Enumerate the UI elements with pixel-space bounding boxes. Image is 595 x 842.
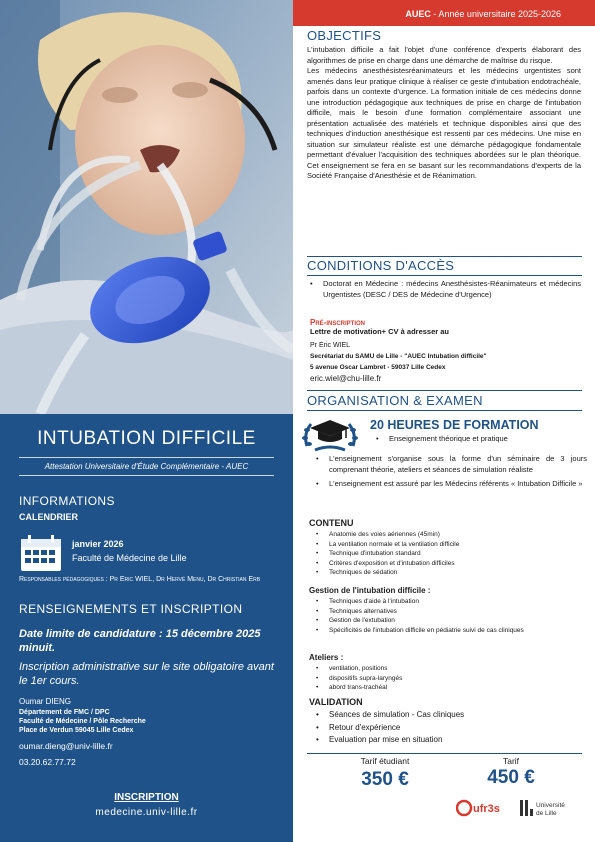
contact-faculty: Faculté de Médecine / Pôle Recherche [19, 718, 146, 725]
course-title: INTUBATION DIFFICILE [37, 428, 256, 449]
info-heading: INFORMATIONS [19, 494, 115, 508]
gestion-item: • Techniques d'aide à l'intubation [313, 597, 585, 607]
contenu-item: • La ventilation normale et la ventilation difficile [313, 540, 585, 550]
contact-phone: 03.20.62.77.72 [19, 757, 76, 767]
responsables-pedagogiques: Responsables pédagogiques : Pr Eric WIEL, Dr Hervé Menu, Dr Christian Erb [19, 576, 261, 583]
hours-sub-list [373, 434, 508, 443]
validation-item: • Séances de simulation - Cas cliniques [313, 709, 585, 722]
acces-email-link[interactable]: eric.wiel@chu-lille.fr [310, 374, 382, 383]
validation-item: • Evaluation par mise en situation [313, 734, 585, 747]
pr-name: Pr Eric WIEL [310, 342, 351, 349]
contact-dept: Département de FMC / DPC [19, 709, 110, 716]
hours-sub: • Enseignement théorique et pratique [373, 434, 508, 443]
objectifs-text [307, 45, 581, 182]
contenu-item: • Critères d'exposition et d'intubation difficiles [313, 559, 585, 569]
acces-title: CONDITIONS D'ACCÈS [307, 258, 455, 273]
contenu-item: • Anatomie des voies aériennes (45min) [313, 530, 585, 540]
organisation-title: ORGANISATION & EXAMEN [307, 393, 483, 408]
contenu-title: CONTENU [309, 518, 354, 528]
contenu-item: • Techniques de sédation [313, 568, 585, 578]
acces-list [307, 279, 581, 300]
ateliers-item: • abord trans-trachéal [313, 683, 585, 693]
ateliers-title: Ateliers : [309, 653, 344, 662]
divider [307, 410, 582, 411]
contenu-list [313, 530, 585, 578]
ateliers-item: • ventilation, positions [313, 664, 585, 674]
adresse-text: 5 avenue Oscar Lambret - 59037 Lille Cedex [310, 364, 446, 371]
simulation-photo [0, 0, 293, 414]
gestion-list [313, 597, 585, 635]
lettre-text: Lettre de motivation+ CV à adresser au [310, 327, 450, 336]
tarif-etudiant-price: 350 € [361, 769, 409, 790]
contact-address: Place de Verdun 59045 Lille Cedex [19, 727, 134, 734]
gestion-item: • Techniques alternatives [313, 607, 585, 617]
ateliers-list [313, 664, 585, 693]
validation-list [313, 709, 585, 747]
contenu-item: • Technique d'intubation standard [313, 549, 585, 559]
inscription-heading: INSCRIPTION [114, 792, 179, 803]
universite-lille-logo-text: Université [536, 802, 565, 809]
ateliers-item: • dispositifs supra-laryngés [313, 674, 585, 684]
right-column [293, 0, 595, 842]
ufr3s-logo-text: ufr3s [473, 803, 500, 815]
course-place: Faculté de Médecine de Lille [72, 553, 187, 563]
divider [19, 475, 274, 476]
divider [307, 390, 582, 391]
course-subtitle: Attestation Universitaire d'Étude Complémentaire - AUEC [44, 462, 249, 471]
universite-lille-logo-text: de Lille [536, 810, 557, 817]
deadline-text: Date limite de candidature : 15 décembre 2025 minuit. [19, 628, 261, 654]
left-info-panel [0, 414, 293, 842]
contact-name: Oumar DIENG [19, 697, 72, 706]
tarif-price: 450 € [487, 767, 535, 788]
divider [307, 753, 582, 754]
tarif-etudiant-label: Tarif étudiant [360, 756, 410, 766]
tarif-label: Tarif [502, 756, 520, 766]
gestion-item: • Gestion de l'extubation [313, 616, 585, 626]
calendar-icon [20, 534, 62, 572]
validation-title: VALIDATION [309, 697, 363, 707]
organisation-points [313, 454, 587, 494]
pre-inscription-label: Pré-inscription [310, 318, 366, 327]
gestion-item: • Spécificités de l'intubation difficile en pédiatrie suivi de cas cliniques [313, 626, 585, 636]
graduation-cap-icon [301, 416, 359, 456]
organisation-point: • L'enseignement est assuré par les Médecins référents « Intubation Difficile » [313, 479, 587, 490]
renseignements-heading: RENSEIGNEMENTS ET INSCRIPTION [19, 602, 243, 616]
validation-item: • Retour d'expérience [313, 722, 585, 735]
gestion-title: Gestion de l'intubation difficile : [309, 586, 431, 595]
intubation-mannequin-image [0, 0, 293, 414]
inscription-note: Inscription administrative sur le site obligatoire avant le 1er cours. [19, 661, 274, 687]
organisation-point: • L'enseignement s'organise sous la forme d'un séminaire de 3 jours comprenant théorie, ateliers et séances de simulation réaliste [313, 454, 587, 475]
year-banner [293, 0, 595, 26]
objectifs-p2: Les médecins anesthésistesréanimateurs et les médecins urgentistes sont amenés dans leur pratique clinique à réaliser ce geste d'intubation endotrachéale, parfois dans un contexte d'urgence. La formation initiale de ces médecins donne une introduction pédagogique aux techniques de prise en charge de l'intubation difficile, mais le besoin d'une formation complémentaire associant une présentation actualisée des matériels et technique disponibles ainsi que des techniques d'induction anesthésique est ressenti par ces médecins. Une mise en situation sur simulateur réaliste est une démarche pédagogique fondamentale permettant d'évaluer l'acquisition des techniques abordées sur le plan théorique. Cet enseignement se fera en se basant sur les recommandations d'experts de la Société Française d'Anesthésie et de Réanimation. [307, 66, 581, 180]
objectifs-title: OBJECTIFS [307, 28, 382, 43]
inscription-link[interactable]: medecine.univ-lille.fr [95, 807, 198, 818]
banner-org: AUEC [405, 9, 431, 19]
contact-email-link[interactable]: oumar.dieng@univ-lille.fr [19, 741, 113, 751]
divider [307, 275, 582, 276]
universite-lille-logo [519, 797, 569, 821]
acces-bullet: • Doctorat en Médecine : médecins Anesthésistes-Réanimateurs et médecins Urgentistes (DESC / DES de Médecine d'Urgence) [307, 279, 581, 300]
secretariat-text: Secrétariat du SAMU de Lille - "AUEC Intubation difficile" [310, 353, 487, 360]
divider [307, 256, 582, 257]
hours-title: 20 HEURES DE FORMATION [370, 418, 539, 432]
banner-year: - Année universitaire 2025-2026 [433, 9, 561, 19]
course-date: janvier 2026 [72, 539, 124, 549]
ufr3s-logo [456, 797, 506, 819]
left-column [0, 0, 293, 842]
calendar-heading: CALENDRIER [19, 512, 79, 522]
objectifs-p1: L'intubation difficile a fait l'objet d'une conférence d'experts élaborant des algorithmes de prise en charge dans une démarche de maîtrise du risque. [307, 45, 581, 65]
divider [19, 457, 274, 458]
